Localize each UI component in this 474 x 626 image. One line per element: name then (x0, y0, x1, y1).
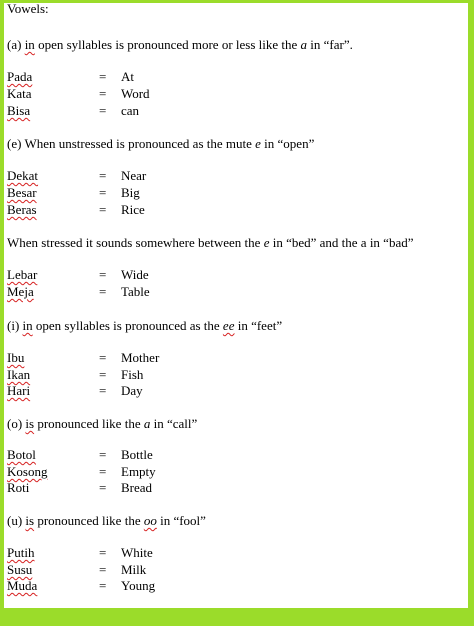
heading-vowels: Vowels: (7, 1, 49, 16)
equals-sign: = (99, 464, 107, 479)
vocab-word: Putih (7, 545, 35, 560)
rule-italic: e (255, 136, 261, 151)
vocab-translation: can (121, 103, 140, 118)
vocab-word: Meja (7, 284, 34, 299)
equals-sign: = (99, 383, 107, 398)
vocab-translation: Bottle (121, 447, 153, 462)
equals-sign: = (99, 185, 107, 200)
vocab-word: Susu (7, 562, 33, 577)
vocab-word: Lebar (7, 267, 38, 282)
rule-italic: ee (222, 318, 235, 333)
vocab-translation: Big (121, 185, 140, 200)
vocab-word: Ibu (7, 350, 25, 365)
rule-a (7, 37, 353, 53)
rule-e (7, 136, 314, 152)
rule-text: pronounced like the (34, 416, 144, 431)
rule-text: open syllables is pronounced more or less like the (34, 37, 301, 52)
rule-prefix: (a) (7, 37, 22, 52)
rule-e-stressed (7, 235, 413, 251)
document-page (7, 0, 462, 605)
rule-text: open syllables is pronounced as the (32, 318, 223, 333)
rule-text: in “fool” (156, 513, 206, 528)
rule-text: When stressed it sounds somewhere between the (7, 235, 264, 250)
vocab-word: Besar (7, 185, 37, 200)
vocab-word: Beras (7, 202, 37, 217)
vocab-translation: Word (121, 86, 150, 101)
equals-sign: = (99, 103, 107, 118)
vocab-translation: White (121, 545, 153, 560)
rule-i (7, 318, 282, 334)
equals-sign: = (99, 168, 107, 183)
vocab-word: Ikan (7, 367, 31, 382)
vocab-translation: Near (121, 168, 147, 183)
equals-sign: = (99, 284, 107, 299)
rule-text: in “feet” (234, 318, 283, 333)
rule-prefix: (o) (7, 416, 23, 431)
vocab-translation: Young (121, 578, 156, 593)
equals-sign: = (99, 480, 107, 495)
equals-sign: = (99, 562, 107, 577)
vocab-translation: Table (121, 284, 150, 299)
rule-mid: is (25, 513, 35, 528)
rule-mid: is (25, 416, 35, 431)
vocab-translation: At (121, 69, 134, 84)
vocab-translation: Fish (121, 367, 144, 382)
vocab-translation: Milk (121, 562, 147, 577)
rule-mid: in (24, 37, 35, 52)
equals-sign: = (99, 447, 107, 462)
vocab-translation: Empty (121, 464, 156, 479)
equals-sign: = (99, 367, 107, 382)
rule-text: in “call” (150, 416, 198, 431)
rule-text: in “open” (260, 136, 315, 151)
rule-text: in “bed” and the a in “bad” (269, 235, 414, 250)
vocab-translation: Rice (121, 202, 145, 217)
equals-sign: = (99, 69, 107, 84)
rule-mid: in (22, 318, 33, 333)
equals-sign: = (99, 350, 107, 365)
equals-sign: = (99, 202, 107, 217)
rule-prefix: (i) (7, 318, 20, 333)
vocab-translation: Day (121, 383, 143, 398)
vocab-word: Roti (7, 480, 30, 495)
rule-text: pronounced like the (34, 513, 144, 528)
rule-u (7, 513, 206, 529)
rule-prefix: (u) (7, 513, 23, 528)
rule-o (7, 416, 197, 432)
vocab-word: Botol (7, 447, 36, 462)
equals-sign: = (99, 267, 107, 282)
vocab-word: Bisa (7, 103, 31, 118)
vocab-word: Pada (7, 69, 33, 84)
rule-italic: a (143, 416, 151, 431)
vocab-translation: Wide (121, 267, 149, 282)
vocab-translation: Mother (121, 350, 160, 365)
vocab-translation: Bread (121, 480, 153, 495)
vocab-word: Muda (7, 578, 38, 593)
equals-sign: = (99, 545, 107, 560)
vocab-word: Dekat (7, 168, 39, 183)
equals-sign: = (99, 578, 107, 593)
vocab-word: Hari (7, 383, 31, 398)
vocab-word: Kosong (7, 464, 48, 479)
equals-sign: = (99, 86, 107, 101)
vocab-word: Kata (7, 86, 32, 101)
rule-italic: oo (143, 513, 157, 528)
rule-italic: e (263, 235, 270, 250)
rule-italic: a (300, 37, 308, 52)
rule-text: (e) When unstressed is pronounced as the mute (7, 136, 256, 151)
rule-text: in “far”. (307, 37, 353, 52)
